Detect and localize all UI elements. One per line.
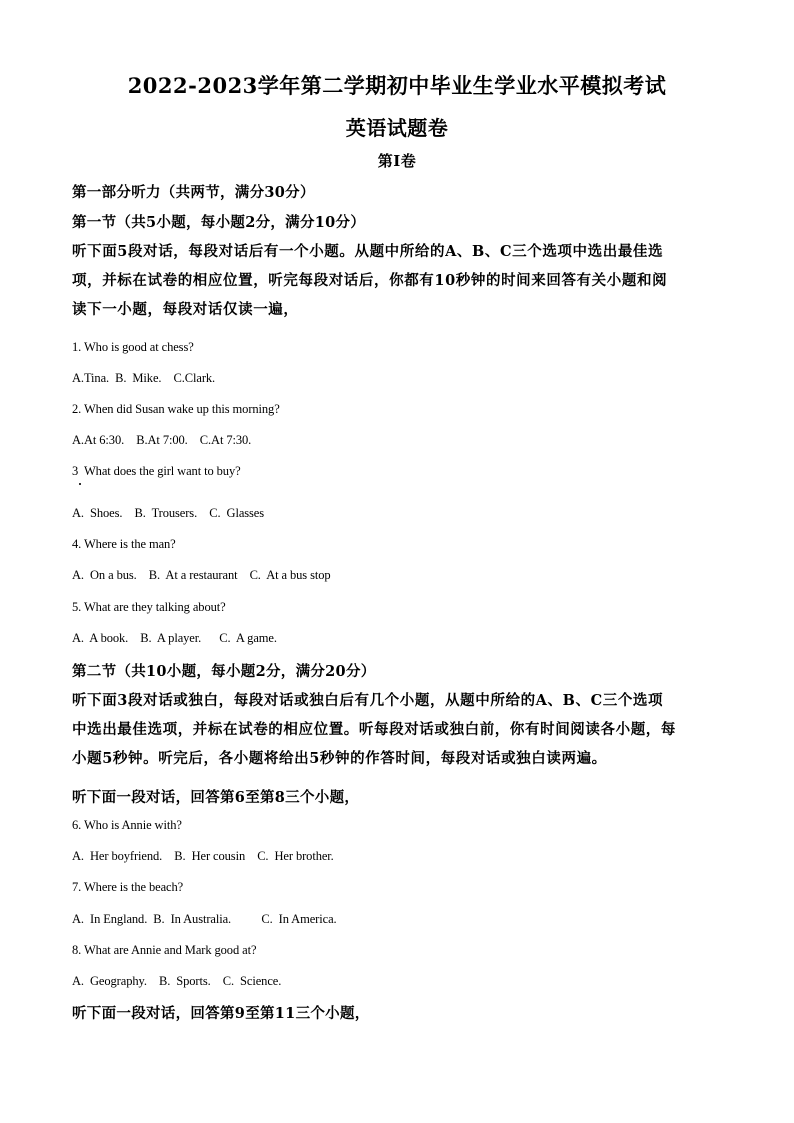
volume-label: 第I卷 xyxy=(377,152,417,170)
section2-heading: 第二节（共10小题，每小题2分，满分20分） xyxy=(72,663,376,680)
instruction-line: 听下面5段对话，每段对话后有一个小题。从题中所给的A、B、C三个选项中选出最佳选 xyxy=(72,243,664,260)
subject-title: 英语试题卷 xyxy=(345,116,449,140)
question-1: 1. Who is good at chess? xyxy=(72,340,194,354)
instruction-line: 小题5秒钟。听完后，各小题将给出5秒钟的作答时间，每段对话或独白读两遍。 xyxy=(72,750,607,767)
section1-instructions xyxy=(72,237,732,324)
question-2-options: A.At 6:30. B.At 7:00. C.At 7:30. xyxy=(72,433,252,447)
question-6: 6. Who is Annie with? xyxy=(72,818,182,832)
group2-heading: 听下面一段对话，回答第9至第11三个小题， xyxy=(72,1005,370,1022)
question-5: 5. What are they talking about? xyxy=(72,600,226,614)
part1-heading: 第一部分听力（共两节，满分30分） xyxy=(72,184,315,201)
question-8-options: A. Geography. B. Sports. C. Science. xyxy=(72,974,282,988)
question-5-options: A. A book. B. A player. C. A game. xyxy=(72,631,277,645)
stray-dot xyxy=(79,483,81,485)
question-4-options: A. On a bus. B. At a restaurant C. At a bus stop xyxy=(72,568,331,582)
question-4: 4. Where is the man? xyxy=(72,537,176,551)
instruction-line: 项，并标在试卷的相应位置，听完每段对话后，你都有10秒钟的时间来回答有关小题和阅 xyxy=(72,272,668,289)
question-6-options: A. Her boyfriend. B. Her cousin C. Her brother. xyxy=(72,849,334,863)
question-7: 7. Where is the beach? xyxy=(72,880,184,894)
instruction-line: 中选出最佳选项，并标在试卷的相应位置。听每段对话或独白前，你有时间阅读各小题，每 xyxy=(72,721,676,738)
section2-instructions xyxy=(72,686,732,773)
instruction-line: 读下一小题，每段对话仅读一遍， xyxy=(72,301,299,318)
instruction-line: 听下面3段对话或独白，每段对话或独白后有几个小题，从题中所给的A、B、C三个选项 xyxy=(72,692,664,709)
section1-heading: 第一节（共5小题，每小题2分，满分10分） xyxy=(72,214,366,231)
question-8: 8. What are Annie and Mark good at? xyxy=(72,943,257,957)
question-3-options: A. Shoes. B. Trousers. C. Glasses xyxy=(72,506,265,520)
question-3: 3 What does the girl want to buy? xyxy=(72,464,241,478)
question-7-options: A. In England. B. In Australia. C. In America. xyxy=(72,912,337,926)
question-1-options: A.Tina. B. Mike. C.Clark. xyxy=(72,371,216,385)
group1-heading: 听下面一段对话，回答第6至第8三个小题， xyxy=(72,789,360,806)
question-2: 2. When did Susan wake up this morning? xyxy=(72,402,280,416)
exam-title: 2022-2023学年第二学期初中毕业生学业水平模拟考试 xyxy=(127,73,667,98)
